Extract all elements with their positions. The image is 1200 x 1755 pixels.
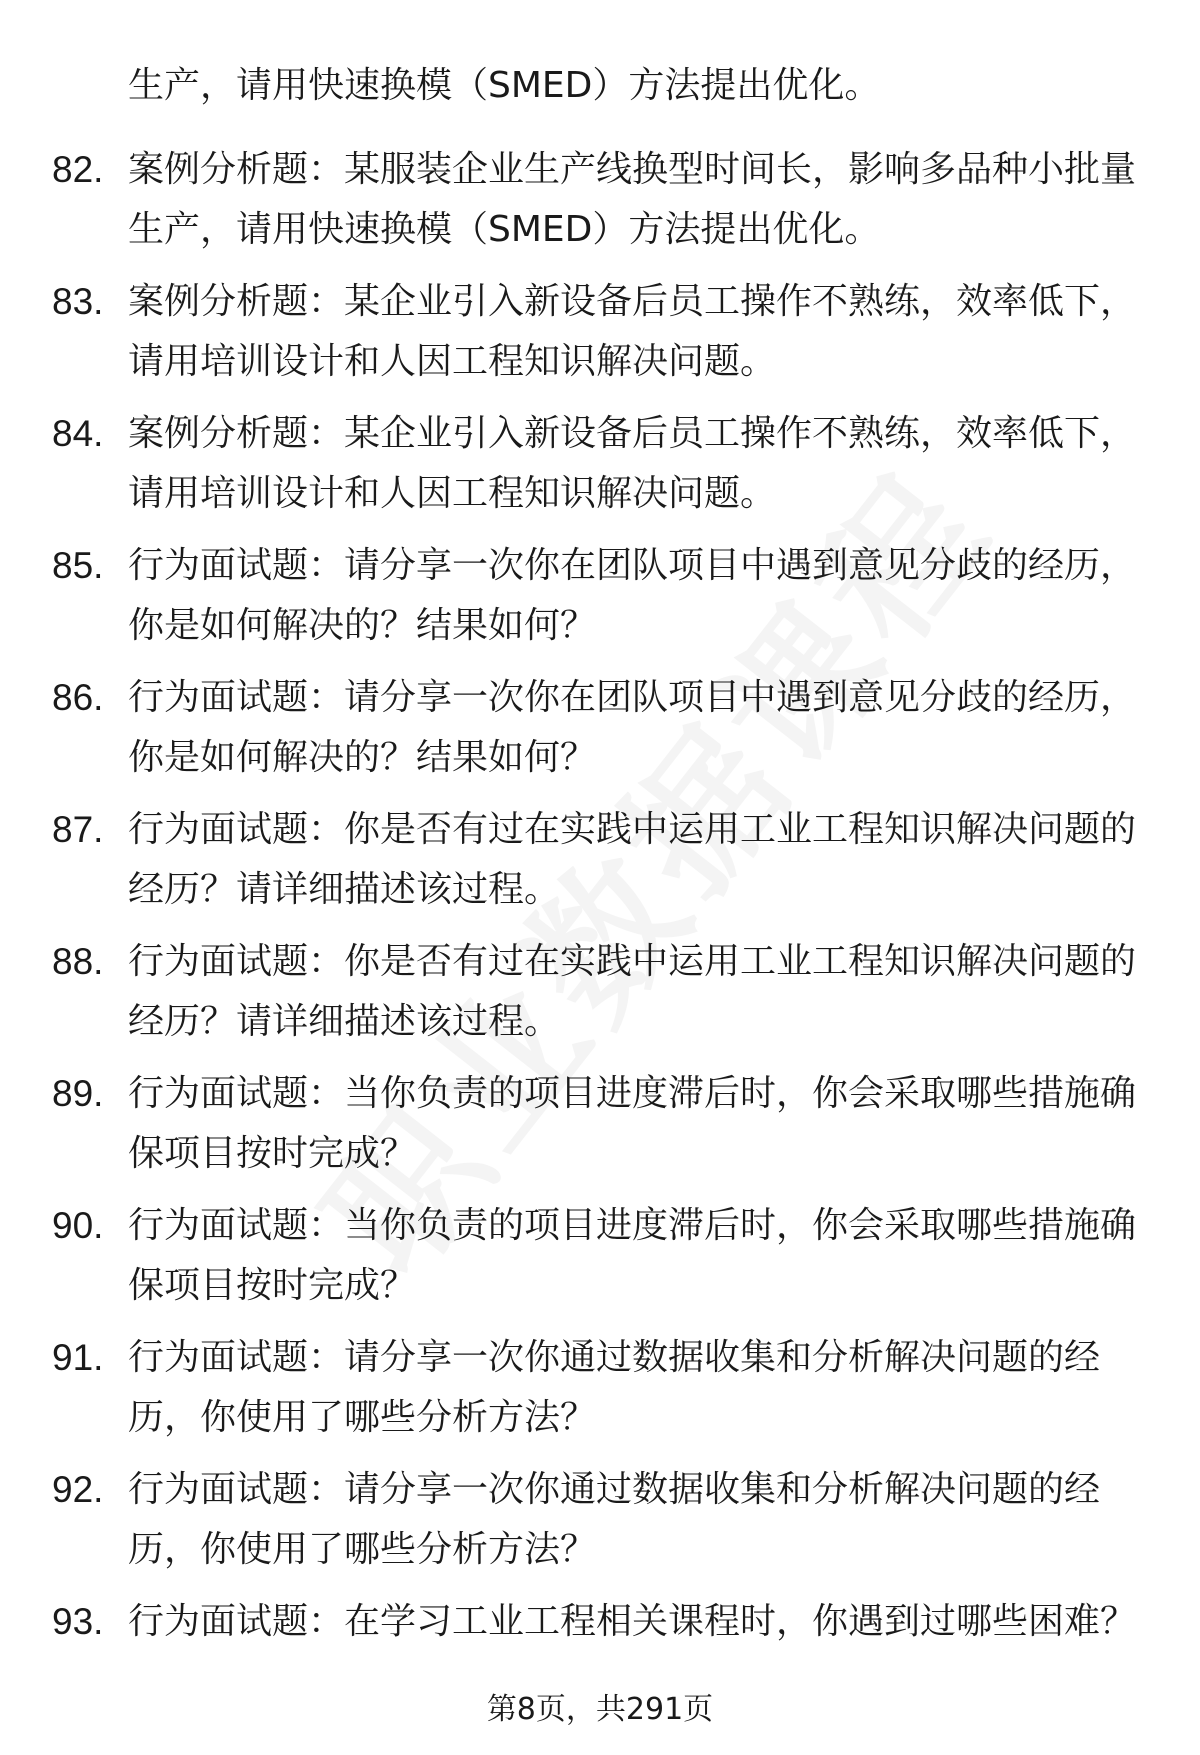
question-item [0, 1064, 1200, 1196]
question-number: 93. [52, 1601, 104, 1642]
question-text: 行为面试题：请分享一次你在团队项目中遇到意见分歧的经历，你是如何解决的？结果如何？ [128, 677, 1137, 778]
question-text: 行为面试题：请分享一次你通过数据收集和分析解决问题的经历，你使用了哪些分析方法？ [128, 1337, 1101, 1438]
question-text: 案例分析题：某服装企业生产线换型时间长，影响多品种小批量生产，请用快速换模（SMED）方法提出优化。 [128, 149, 1137, 250]
question-number: 88. [52, 941, 104, 982]
question-item [0, 536, 1200, 668]
question-text: 行为面试题：你是否有过在实践中运用工业工程知识解决问题的经历？请详细描述该过程。 [128, 941, 1137, 1042]
question-number: 86. [52, 677, 104, 718]
question-text: 行为面试题：在学习工业工程相关课程时，你遇到过哪些困难？ [128, 1601, 1137, 1642]
question-item [0, 1328, 1200, 1460]
question-number: 83. [52, 281, 104, 322]
question-text: 案例分析题：某企业引入新设备后员工操作不熟练，效率低下，请用培训设计和人因工程知识解决问题。 [128, 281, 1137, 382]
continued-question-text: 生产，请用快速换模（SMED）方法提出优化。 [128, 65, 881, 106]
question-text: 行为面试题：请分享一次你通过数据收集和分析解决问题的经历，你使用了哪些分析方法？ [128, 1469, 1101, 1570]
question-item [0, 140, 1200, 272]
question-text: 行为面试题：请分享一次你在团队项目中遇到意见分歧的经历，你是如何解决的？结果如何？ [128, 545, 1137, 646]
question-item [0, 800, 1200, 932]
question-text: 行为面试题：当你负责的项目进度滞后时，你会采取哪些措施确保项目按时完成？ [128, 1205, 1137, 1306]
question-number: 91. [52, 1337, 104, 1378]
question-item [0, 1196, 1200, 1328]
question-item [0, 1460, 1200, 1592]
question-item [0, 272, 1200, 404]
question-text: 案例分析题：某企业引入新设备后员工操作不熟练，效率低下，请用培训设计和人因工程知识解决问题。 [128, 413, 1137, 514]
question-number: 85. [52, 545, 104, 586]
question-number: 92. [52, 1469, 104, 1510]
question-number: 82. [52, 149, 104, 190]
page-number: 第8页，共291页 [486, 1692, 714, 1727]
question-list [0, 140, 1200, 1724]
question-number: 87. [52, 809, 104, 850]
question-number: 84. [52, 413, 104, 454]
question-text: 行为面试题：当你负责的项目进度滞后时，你会采取哪些措施确保项目按时完成？ [128, 1073, 1137, 1174]
question-item [0, 932, 1200, 1064]
question-text: 行为面试题：你是否有过在实践中运用工业工程知识解决问题的经历？请详细描述该过程。 [128, 809, 1137, 910]
question-number: 90. [52, 1205, 104, 1246]
question-number: 89. [52, 1073, 104, 1114]
question-item [0, 404, 1200, 536]
question-item [0, 668, 1200, 800]
